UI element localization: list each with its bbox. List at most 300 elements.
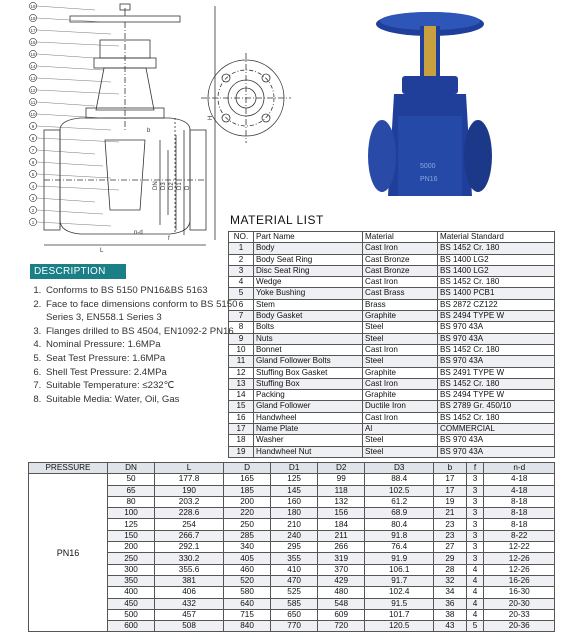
material-row xyxy=(229,378,555,389)
callout-leader xyxy=(37,150,95,154)
description-item: 7. Suitable Temperature: ≤232℃ xyxy=(44,379,244,393)
callout-number: 15 xyxy=(30,52,36,57)
dimension-row xyxy=(29,575,555,586)
material-header-cell: Material xyxy=(363,232,438,243)
callout-number: 11 xyxy=(30,100,36,105)
material-cell: 12 xyxy=(229,367,254,378)
material-cell: Yoke Bushing xyxy=(254,288,363,299)
dimension-cell: 3 xyxy=(466,496,484,507)
dimension-row xyxy=(29,621,555,632)
material-cell: Stuffing Box xyxy=(254,378,363,389)
material-cell: Washer xyxy=(254,435,363,446)
material-header-cell: NO. xyxy=(229,232,254,243)
callout-number: 19 xyxy=(30,4,36,9)
dimension-cell: 102.4 xyxy=(365,587,434,598)
material-cell: BS 1400 LG2 xyxy=(438,254,555,265)
dimension-cell: 457 xyxy=(155,609,224,620)
material-cell: 3 xyxy=(229,265,254,276)
dimension-cell: 406 xyxy=(155,587,224,598)
callout-leader xyxy=(37,186,119,190)
dimension-cell: 585 xyxy=(271,598,318,609)
material-cell: 11 xyxy=(229,356,254,367)
dimension-cell: 3 xyxy=(466,474,484,485)
callout-number: 10 xyxy=(30,112,36,117)
material-cell: BS 1452 Cr. 180 xyxy=(438,344,555,355)
dimension-cell: 250 xyxy=(224,519,271,530)
description-item: 1. Conforms to BS 5150 PN16&BS 5163 xyxy=(44,284,244,298)
dimension-header-cell: DN xyxy=(108,463,155,474)
material-cell: Steel xyxy=(363,333,438,344)
material-header-cell: Part Name xyxy=(254,232,363,243)
material-row xyxy=(229,277,555,288)
material-cell: Cast Iron xyxy=(363,378,438,389)
dimension-cell: 432 xyxy=(155,598,224,609)
dimension-cell: 715 xyxy=(224,609,271,620)
dimension-cell: 27 xyxy=(434,542,466,553)
dimension-cell: 480 xyxy=(318,587,365,598)
dimension-cell: 106.1 xyxy=(365,564,434,575)
dimension-cell: 210 xyxy=(271,519,318,530)
dimension-row xyxy=(29,519,555,530)
material-cell: Bolts xyxy=(254,322,363,333)
material-row xyxy=(229,254,555,265)
material-cell: 4 xyxy=(229,277,254,288)
dimension-cell: 250 xyxy=(108,553,155,564)
material-row xyxy=(229,322,555,333)
material-cell: BS 2491 TYPE W xyxy=(438,367,555,378)
material-cell: BS 1452 Cr. 180 xyxy=(438,277,555,288)
dimension-row xyxy=(29,474,555,485)
material-cell: 8 xyxy=(229,322,254,333)
dimension-cell: 65 xyxy=(108,485,155,496)
photo-mark-pressure: PN16 xyxy=(420,176,438,183)
dimension-cell: 100 xyxy=(108,508,155,519)
material-cell: Gland Follower Bolts xyxy=(254,356,363,367)
dimension-cell: 102.5 xyxy=(365,485,434,496)
material-row xyxy=(229,401,555,412)
material-cell: Wedge xyxy=(254,277,363,288)
dimension-cell: 330.2 xyxy=(155,553,224,564)
dimension-cell: 38 xyxy=(434,609,466,620)
material-cell: Brass xyxy=(363,299,438,310)
dimension-cell: 285 xyxy=(224,530,271,541)
dimension-cell: 650 xyxy=(271,609,318,620)
callout-number: 2 xyxy=(31,208,35,213)
dimension-cell: 350 xyxy=(108,575,155,586)
dimension-cell: 17 xyxy=(434,474,466,485)
dimension-cell: 355.6 xyxy=(155,564,224,575)
dimension-header-cell: f xyxy=(466,463,484,474)
dimension-cell: 410 xyxy=(271,564,318,575)
callout-leader xyxy=(37,174,111,178)
dimension-cell: 508 xyxy=(155,621,224,632)
material-cell: 6 xyxy=(229,299,254,310)
dimension-header-cell: PRESSURE xyxy=(29,463,108,474)
dimension-cell: 91.7 xyxy=(365,575,434,586)
callout-leader xyxy=(37,90,119,94)
dimension-row xyxy=(29,553,555,564)
material-cell: Cast Bronze xyxy=(363,254,438,265)
dimension-cell: 266 xyxy=(318,542,365,553)
material-cell: 2 xyxy=(229,254,254,265)
material-cell: BS 1452 Cr. 180 xyxy=(438,378,555,389)
dimension-cell: 450 xyxy=(108,598,155,609)
material-cell: Cast Iron xyxy=(363,243,438,254)
material-cell: 15 xyxy=(229,401,254,412)
dim-label-b: b xyxy=(147,128,151,134)
dimension-cell: 381 xyxy=(155,575,224,586)
dimension-cell: 76.4 xyxy=(365,542,434,553)
dimension-cell: 28 xyxy=(434,564,466,575)
dimension-row xyxy=(29,587,555,598)
material-cell: Cast Iron xyxy=(363,412,438,423)
dimension-row xyxy=(29,530,555,541)
dimension-row xyxy=(29,508,555,519)
material-row xyxy=(229,412,555,423)
material-cell: 19 xyxy=(229,446,254,457)
description-list xyxy=(28,284,244,406)
photo-mark-size: 5000 xyxy=(420,163,436,170)
material-cell: Body Seat Ring xyxy=(254,254,363,265)
dimension-cell: 770 xyxy=(271,621,318,632)
dimension-cell: 211 xyxy=(318,530,365,541)
material-cell: Name Plate xyxy=(254,424,363,435)
material-cell: Stem xyxy=(254,299,363,310)
dimension-cell: 640 xyxy=(224,598,271,609)
dimension-cell: 4 xyxy=(466,564,484,575)
dimension-cell: 34 xyxy=(434,587,466,598)
dimension-cell: 120.5 xyxy=(365,621,434,632)
dimension-cell: 840 xyxy=(224,621,271,632)
callout-leader xyxy=(37,126,111,130)
dimension-cell: 43 xyxy=(434,621,466,632)
dimension-cell: 12-26 xyxy=(484,564,555,575)
description-item: 4. Nominal Pressure: 1.6MPa xyxy=(44,338,244,352)
material-cell: Stuffing Box Gasket xyxy=(254,367,363,378)
dimension-cell: 3 xyxy=(466,542,484,553)
material-cell: 10 xyxy=(229,344,254,355)
description-item: 8. Suitable Media: Water, Oil, Gas xyxy=(44,393,244,407)
dimension-row xyxy=(29,598,555,609)
callout-leader xyxy=(37,30,111,34)
dimension-cell: 3 xyxy=(466,519,484,530)
dimension-cell: 21 xyxy=(434,508,466,519)
dimension-cell: 91.9 xyxy=(365,553,434,564)
dimension-cell: 80.4 xyxy=(365,519,434,530)
material-row xyxy=(229,367,555,378)
material-row xyxy=(229,333,555,344)
description-item: 2. Face to face dimensions conform to BS 5150 Series 3, EN558.1 Series 3 xyxy=(44,298,244,325)
dimension-cell: 12-26 xyxy=(484,553,555,564)
dimension-cell: 8-18 xyxy=(484,508,555,519)
dimension-cell: 125 xyxy=(271,474,318,485)
dimension-header-cell: L xyxy=(155,463,224,474)
dimension-cell: 150 xyxy=(108,530,155,541)
dimension-cell: 101.7 xyxy=(365,609,434,620)
callout-leader xyxy=(37,222,111,226)
dimension-cell: 12-22 xyxy=(484,542,555,553)
callout-number: 9 xyxy=(31,124,35,129)
material-cell: 9 xyxy=(229,333,254,344)
dimension-header-cell: D2 xyxy=(318,463,365,474)
dimension-row xyxy=(29,609,555,620)
dimension-cell: 295 xyxy=(271,542,318,553)
dim-label-d2: D2 xyxy=(169,182,175,190)
dimension-cell: 8-18 xyxy=(484,519,555,530)
material-cell: BS 1400 PCB1 xyxy=(438,288,555,299)
callout-leader xyxy=(37,162,103,166)
dimension-cell: 200 xyxy=(224,496,271,507)
dimension-cell: 720 xyxy=(318,621,365,632)
callout-leader xyxy=(37,78,111,82)
material-cell: Cast Bronze xyxy=(363,265,438,276)
dimension-header-cell: D3 xyxy=(365,463,434,474)
dimension-cell: 580 xyxy=(224,587,271,598)
material-cell: Handwheel xyxy=(254,412,363,423)
dimension-cell: 23 xyxy=(434,519,466,530)
dimension-cell: 3 xyxy=(466,485,484,496)
dim-label-L: L xyxy=(100,248,104,254)
dim-label-d3: D3 xyxy=(161,182,167,190)
dimension-cell: 405 xyxy=(224,553,271,564)
dimension-cell: 20-33 xyxy=(484,609,555,620)
dimension-cell: 165 xyxy=(224,474,271,485)
material-cell: Body xyxy=(254,243,363,254)
gate-valve-photo xyxy=(360,6,500,216)
dimension-cell: 16-26 xyxy=(484,575,555,586)
dim-label-d: D xyxy=(185,185,191,190)
dimension-cell: 99 xyxy=(318,474,365,485)
dimension-cell: 370 xyxy=(318,564,365,575)
material-cell: BS 1400 LG2 xyxy=(438,265,555,276)
callout-leader xyxy=(37,102,95,106)
dimension-cell: 16-30 xyxy=(484,587,555,598)
dim-label-dn: DN xyxy=(153,181,159,190)
material-row xyxy=(229,446,555,457)
dimension-cell: 470 xyxy=(271,575,318,586)
callout-number: 17 xyxy=(30,28,36,33)
dimension-cell: 4 xyxy=(466,609,484,620)
dimensions-table xyxy=(28,462,555,632)
callout-leader xyxy=(37,210,103,214)
callout-leader xyxy=(37,54,95,58)
dimension-cell: 91.5 xyxy=(365,598,434,609)
material-cell: BS 2789 Gr. 450/10 xyxy=(438,401,555,412)
callout-number: 1 xyxy=(31,220,35,225)
dimension-cell: 5 xyxy=(466,621,484,632)
callout-number: 14 xyxy=(30,64,36,69)
material-row xyxy=(229,424,555,435)
dimension-cell: 17 xyxy=(434,485,466,496)
dimension-cell: 80 xyxy=(108,496,155,507)
material-cell: Graphite xyxy=(363,311,438,322)
material-cell: 14 xyxy=(229,390,254,401)
dimension-cell: 400 xyxy=(108,587,155,598)
dimension-cell: 8-18 xyxy=(484,496,555,507)
material-cell: Cast Brass xyxy=(363,288,438,299)
callout-number: 12 xyxy=(30,88,36,93)
dimension-cell: 220 xyxy=(224,508,271,519)
material-cell: BS 970 43A xyxy=(438,322,555,333)
material-cell: 16 xyxy=(229,412,254,423)
dimension-cell: 355 xyxy=(271,553,318,564)
callout-number: 18 xyxy=(30,16,36,21)
dimension-cell: 118 xyxy=(318,485,365,496)
material-cell: Disc Seat Ring xyxy=(254,265,363,276)
material-cell: BS 2494 TYPE W xyxy=(438,311,555,322)
callout-leader xyxy=(37,66,103,70)
dimension-cell: 228.6 xyxy=(155,508,224,519)
dimension-header-cell: n-d xyxy=(484,463,555,474)
dimension-cell: 23 xyxy=(434,530,466,541)
dimension-cell: 300 xyxy=(108,564,155,575)
dimension-cell: 68.9 xyxy=(365,508,434,519)
callout-number: 7 xyxy=(31,148,35,153)
dimension-cell: 203.2 xyxy=(155,496,224,507)
material-cell: BS 1452 Cr. 180 xyxy=(438,412,555,423)
material-row xyxy=(229,288,555,299)
dimension-cell: 177.8 xyxy=(155,474,224,485)
material-cell: Al xyxy=(363,424,438,435)
dimension-cell: 132 xyxy=(318,496,365,507)
dimension-cell: 3 xyxy=(466,530,484,541)
dimension-cell: 36 xyxy=(434,598,466,609)
dimension-cell: 609 xyxy=(318,609,365,620)
material-cell: Graphite xyxy=(363,367,438,378)
dimension-cell: 160 xyxy=(271,496,318,507)
dimension-cell: 319 xyxy=(318,553,365,564)
callout-number: 8 xyxy=(31,136,35,141)
material-row xyxy=(229,435,555,446)
material-cell: 7 xyxy=(229,311,254,322)
material-cell: Steel xyxy=(363,435,438,446)
material-cell: 1 xyxy=(229,243,254,254)
dimension-cell: 145 xyxy=(271,485,318,496)
callout-number: 13 xyxy=(30,76,36,81)
material-cell: 13 xyxy=(229,378,254,389)
dimension-cell: 125 xyxy=(108,519,155,530)
dimension-row xyxy=(29,542,555,553)
dim-label-h: H xyxy=(208,115,214,120)
dimension-cell: 429 xyxy=(318,575,365,586)
dimension-cell: 525 xyxy=(271,587,318,598)
dimension-cell: 20-30 xyxy=(484,598,555,609)
dimension-cell: 185 xyxy=(224,485,271,496)
material-cell: Packing xyxy=(254,390,363,401)
dimension-cell: 500 xyxy=(108,609,155,620)
material-list-title: MATERIAL LIST xyxy=(230,213,324,227)
dimension-cell: 4 xyxy=(466,598,484,609)
callout-number: 16 xyxy=(30,40,36,45)
dimension-cell: 20-36 xyxy=(484,621,555,632)
flange-bolt-circle-view xyxy=(196,48,296,148)
callout-leader xyxy=(37,198,95,202)
dimension-cell: 61.2 xyxy=(365,496,434,507)
dimension-cell: 88.4 xyxy=(365,474,434,485)
dim-label-d1: D1 xyxy=(177,182,183,190)
callout-number: 6 xyxy=(31,160,35,165)
material-cell: Bonnet xyxy=(254,344,363,355)
dimension-cell: 200 xyxy=(108,542,155,553)
dimension-cell: 292.1 xyxy=(155,542,224,553)
dimension-cell: 29 xyxy=(434,553,466,564)
description-item: 5. Seat Test Pressure: 1.6MPa xyxy=(44,352,244,366)
material-cell: Steel xyxy=(363,322,438,333)
dimension-cell: 4 xyxy=(466,575,484,586)
dimension-cell: 254 xyxy=(155,519,224,530)
material-cell: Cast Iron xyxy=(363,344,438,355)
material-cell: Nuts xyxy=(254,333,363,344)
material-cell: Handwheel Nut xyxy=(254,446,363,457)
callout-leader xyxy=(37,114,103,118)
dimension-cell: 91.8 xyxy=(365,530,434,541)
dimension-cell: 184 xyxy=(318,519,365,530)
material-cell: COMMERCIAL xyxy=(438,424,555,435)
dimension-cell: 266.7 xyxy=(155,530,224,541)
material-row xyxy=(229,299,555,310)
material-cell: Cast Iron xyxy=(363,277,438,288)
material-cell: Ductile Iron xyxy=(363,401,438,412)
material-cell: BS 2494 TYPE W xyxy=(438,390,555,401)
dimension-cell: 460 xyxy=(224,564,271,575)
dimension-header-cell: b xyxy=(434,463,466,474)
material-list-table xyxy=(228,231,555,458)
material-header-row xyxy=(229,232,555,243)
dimension-row xyxy=(29,564,555,575)
dimension-cell: 548 xyxy=(318,598,365,609)
dimension-cell: 520 xyxy=(224,575,271,586)
material-cell: BS 970 43A xyxy=(438,356,555,367)
material-cell: 17 xyxy=(229,424,254,435)
dimension-row xyxy=(29,485,555,496)
material-cell: Graphite xyxy=(363,390,438,401)
dimension-cell: 240 xyxy=(271,530,318,541)
description-item: 6. Shell Test Pressure: 2.4MPa xyxy=(44,366,244,380)
material-cell: 18 xyxy=(229,435,254,446)
dimension-row xyxy=(29,496,555,507)
material-cell: BS 2872 CZ122 xyxy=(438,299,555,310)
dimension-header-cell: D1 xyxy=(271,463,318,474)
dimension-cell: 8-22 xyxy=(484,530,555,541)
material-row xyxy=(229,243,555,254)
dimension-cell: 3 xyxy=(466,508,484,519)
callout-number: 4 xyxy=(31,184,35,189)
material-cell: BS 970 43A xyxy=(438,333,555,344)
callout-leader xyxy=(37,6,95,10)
dimension-cell: 340 xyxy=(224,542,271,553)
material-row xyxy=(229,356,555,367)
dim-label-n-d: n-d xyxy=(134,230,143,236)
dimension-cell: 180 xyxy=(271,508,318,519)
material-cell: Body Gasket xyxy=(254,311,363,322)
callout-number: 5 xyxy=(31,172,35,177)
material-cell: Steel xyxy=(363,446,438,457)
material-row xyxy=(229,390,555,401)
dimension-cell: 190 xyxy=(155,485,224,496)
pressure-cell: PN16 xyxy=(29,474,108,632)
dimension-cell: 4 xyxy=(466,587,484,598)
dimension-cell: 32 xyxy=(434,575,466,586)
material-cell: Gland Follower xyxy=(254,401,363,412)
material-row xyxy=(229,344,555,355)
dimension-cell: 50 xyxy=(108,474,155,485)
callout-leader xyxy=(37,42,119,46)
material-row xyxy=(229,265,555,276)
dimension-cell: 600 xyxy=(108,621,155,632)
description-label: DESCRIPTION xyxy=(30,264,126,279)
dim-label-f: f xyxy=(168,236,170,242)
dimension-cell: 156 xyxy=(318,508,365,519)
